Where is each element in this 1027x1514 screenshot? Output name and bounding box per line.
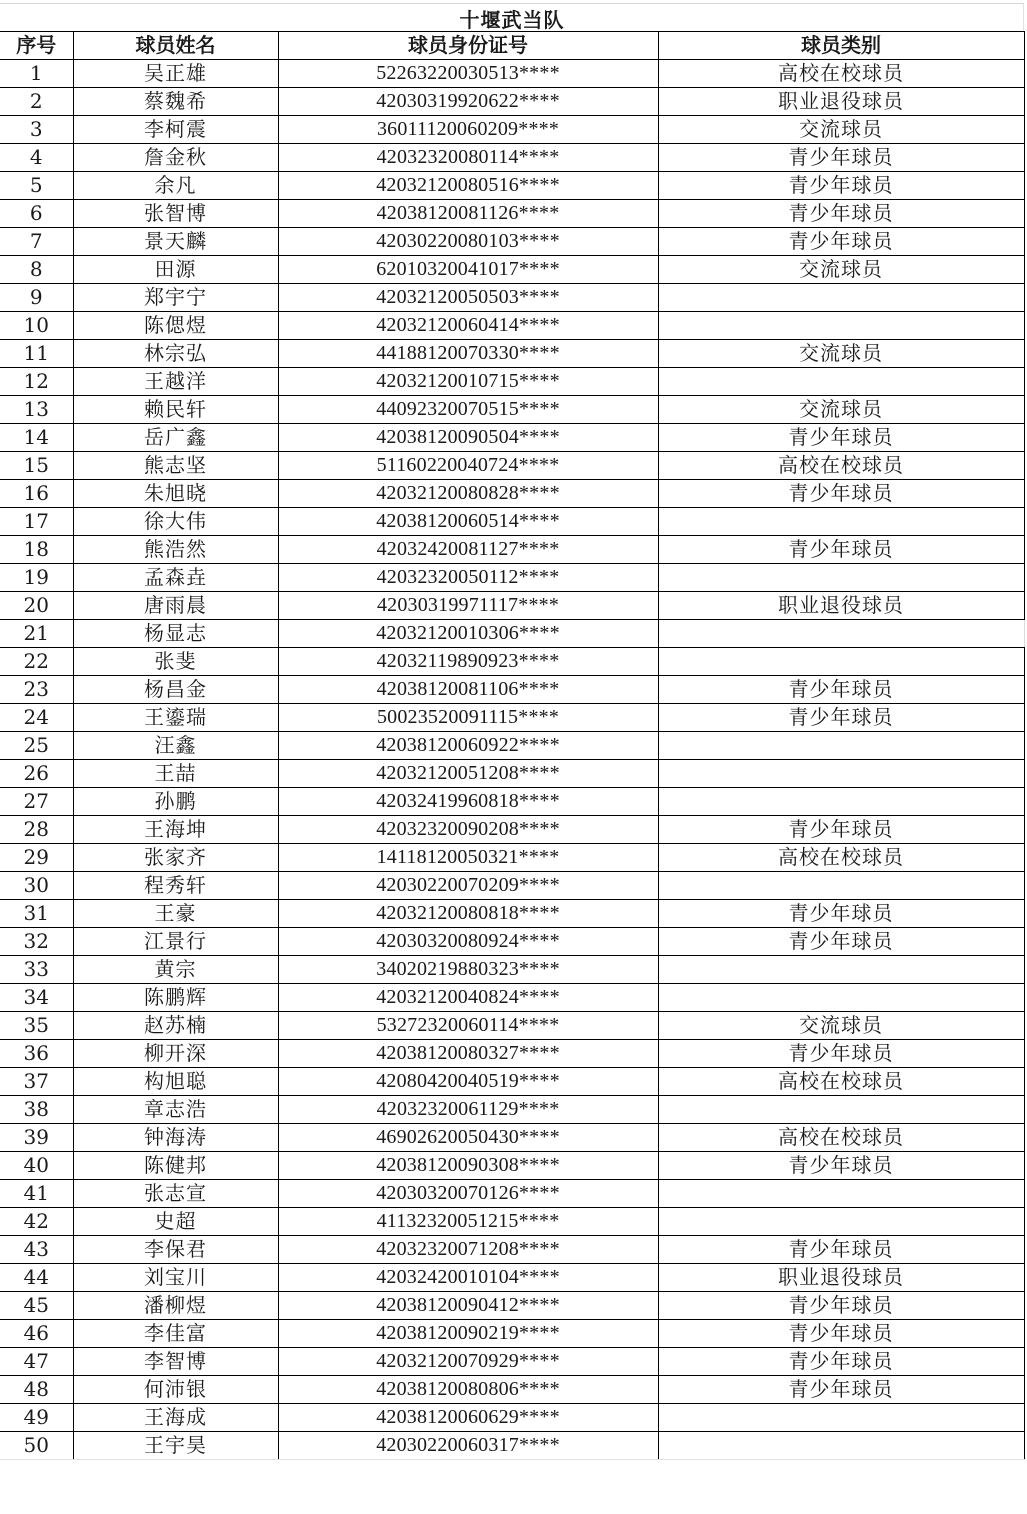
cell-category: 交流球员	[658, 396, 1024, 424]
cell-name: 赖民轩	[73, 396, 278, 424]
table-row	[0, 704, 1024, 732]
cell-name: 林宗弘	[73, 340, 278, 368]
cell-category: 交流球员	[658, 116, 1024, 144]
cell-name: 江景行	[73, 928, 278, 956]
table-row	[0, 228, 1024, 256]
cell-id-number: 42032120050503****	[278, 284, 658, 312]
cell-name: 章志浩	[73, 1096, 278, 1124]
cell-index: 1	[0, 60, 73, 88]
cell-name: 李智博	[73, 1348, 278, 1376]
table-row	[0, 872, 1024, 900]
cell-index: 48	[0, 1376, 73, 1404]
cell-id-number: 42038120060629****	[278, 1404, 658, 1432]
table-row	[0, 396, 1024, 424]
gridline	[1023, 4, 1024, 32]
cell-category	[658, 1208, 1024, 1236]
cell-id-number: 42032320050112****	[278, 564, 658, 592]
cell-index: 21	[0, 620, 73, 648]
cell-index: 8	[0, 256, 73, 284]
cell-category	[658, 732, 1024, 760]
cell-name: 构旭聪	[73, 1068, 278, 1096]
cell-name: 潘柳煜	[73, 1292, 278, 1320]
table-row	[0, 900, 1024, 928]
table-row	[0, 1432, 1024, 1460]
table-row	[0, 956, 1024, 984]
cell-id-number: 42032320071208****	[278, 1236, 658, 1264]
cell-category: 青少年球员	[658, 1376, 1024, 1404]
cell-id-number: 53272320060114****	[278, 1012, 658, 1040]
cell-name: 王鎏瑞	[73, 704, 278, 732]
cell-index: 6	[0, 200, 73, 228]
cell-name: 李保君	[73, 1236, 278, 1264]
cell-index: 15	[0, 452, 73, 480]
cell-index: 29	[0, 844, 73, 872]
cell-name: 陈健邦	[73, 1152, 278, 1180]
header-row	[0, 32, 1024, 60]
table-row	[0, 1068, 1024, 1096]
cell-id-number: 42032320090208****	[278, 816, 658, 844]
table-row	[0, 816, 1024, 844]
cell-id-number: 42032120080818****	[278, 900, 658, 928]
player-roster-table	[0, 31, 1025, 1460]
cell-id-number: 44092320070515****	[278, 396, 658, 424]
cell-index: 38	[0, 1096, 73, 1124]
cell-category: 高校在校球员	[658, 1068, 1024, 1096]
cell-category: 青少年球员	[658, 1236, 1024, 1264]
table-row	[0, 480, 1024, 508]
table-row	[0, 508, 1024, 536]
cell-index: 44	[0, 1264, 73, 1292]
cell-category: 青少年球员	[658, 928, 1024, 956]
header-index: 序号	[0, 32, 73, 60]
cell-name: 蔡魏希	[73, 88, 278, 116]
table-row	[0, 1096, 1024, 1124]
cell-name: 李佳富	[73, 1320, 278, 1348]
cell-name: 景天麟	[73, 228, 278, 256]
table-row	[0, 1124, 1024, 1152]
cell-name: 程秀轩	[73, 872, 278, 900]
cell-index: 32	[0, 928, 73, 956]
table-row	[0, 116, 1024, 144]
table-row	[0, 788, 1024, 816]
cell-id-number: 50023520091115****	[278, 704, 658, 732]
table-row	[0, 144, 1024, 172]
cell-index: 28	[0, 816, 73, 844]
cell-category: 高校在校球员	[658, 844, 1024, 872]
cell-id-number: 42032120080828****	[278, 480, 658, 508]
cell-category	[658, 1096, 1024, 1124]
table-row	[0, 1208, 1024, 1236]
cell-index: 17	[0, 508, 73, 536]
cell-id-number: 42038120090219****	[278, 1320, 658, 1348]
cell-index: 30	[0, 872, 73, 900]
cell-id-number: 44188120070330****	[278, 340, 658, 368]
table-row	[0, 1320, 1024, 1348]
cell-id-number: 42080420040519****	[278, 1068, 658, 1096]
cell-name: 王海坤	[73, 816, 278, 844]
cell-id-number: 46902620050430****	[278, 1124, 658, 1152]
cell-name: 詹金秋	[73, 144, 278, 172]
table-row	[0, 256, 1024, 284]
cell-category	[658, 1432, 1024, 1460]
cell-id-number: 41132320051215****	[278, 1208, 658, 1236]
cell-index: 24	[0, 704, 73, 732]
cell-category: 青少年球员	[658, 816, 1024, 844]
cell-id-number: 51160220040724****	[278, 452, 658, 480]
cell-index: 50	[0, 1432, 73, 1460]
cell-category: 青少年球员	[658, 200, 1024, 228]
table-row	[0, 620, 1024, 648]
cell-index: 34	[0, 984, 73, 1012]
cell-category	[658, 284, 1024, 312]
cell-index: 2	[0, 88, 73, 116]
cell-index: 19	[0, 564, 73, 592]
cell-category: 青少年球员	[658, 704, 1024, 732]
cell-name: 张志宣	[73, 1180, 278, 1208]
cell-name: 唐雨晨	[73, 592, 278, 620]
cell-category: 职业退役球员	[658, 88, 1024, 116]
cell-name: 杨昌金	[73, 676, 278, 704]
cell-category: 高校在校球员	[658, 1124, 1024, 1152]
cell-index: 43	[0, 1236, 73, 1264]
cell-id-number: 42032120010306****	[278, 620, 658, 648]
table-row	[0, 88, 1024, 116]
cell-id-number: 14118120050321****	[278, 844, 658, 872]
cell-id-number: 42032420010104****	[278, 1264, 658, 1292]
table-row	[0, 1180, 1024, 1208]
sheet-title-text: 十堰武当队	[459, 7, 565, 32]
table-row	[0, 60, 1024, 88]
cell-category: 青少年球员	[658, 1040, 1024, 1068]
cell-index: 40	[0, 1152, 73, 1180]
table-row	[0, 1236, 1024, 1264]
cell-name: 王喆	[73, 760, 278, 788]
cell-name: 朱旭晓	[73, 480, 278, 508]
cell-name: 王宇昊	[73, 1432, 278, 1460]
cell-category: 青少年球员	[658, 228, 1024, 256]
table-row	[0, 312, 1024, 340]
table-row	[0, 452, 1024, 480]
cell-id-number: 42038120090412****	[278, 1292, 658, 1320]
cell-id-number: 42032320080114****	[278, 144, 658, 172]
cell-name: 吴正雄	[73, 60, 278, 88]
cell-id-number: 42038120080327****	[278, 1040, 658, 1068]
cell-category: 青少年球员	[658, 676, 1024, 704]
table-row	[0, 1152, 1024, 1180]
cell-category	[658, 1404, 1024, 1432]
table-row	[0, 1264, 1024, 1292]
table-row	[0, 648, 1024, 676]
cell-index: 3	[0, 116, 73, 144]
cell-name: 钟海涛	[73, 1124, 278, 1152]
cell-name: 王海成	[73, 1404, 278, 1432]
cell-index: 33	[0, 956, 73, 984]
cell-index: 46	[0, 1320, 73, 1348]
cell-index: 5	[0, 172, 73, 200]
cell-name: 王豪	[73, 900, 278, 928]
cell-name: 张智博	[73, 200, 278, 228]
header-category: 球员类别	[658, 32, 1024, 60]
cell-category	[658, 368, 1024, 396]
cell-index: 47	[0, 1348, 73, 1376]
table-row	[0, 1348, 1024, 1376]
cell-id-number: 42038120090504****	[278, 424, 658, 452]
cell-category: 青少年球员	[658, 1348, 1024, 1376]
cell-index: 27	[0, 788, 73, 816]
table-row	[0, 676, 1024, 704]
cell-id-number: 42030320080924****	[278, 928, 658, 956]
table-row	[0, 928, 1024, 956]
cell-id-number: 52263220030513****	[278, 60, 658, 88]
cell-index: 13	[0, 396, 73, 424]
cell-id-number: 42032120051208****	[278, 760, 658, 788]
cell-id-number: 42038120080806****	[278, 1376, 658, 1404]
table-row	[0, 1040, 1024, 1068]
table-row	[0, 1012, 1024, 1040]
cell-name: 黄宗	[73, 956, 278, 984]
table-row	[0, 760, 1024, 788]
cell-name: 熊志坚	[73, 452, 278, 480]
cell-category	[658, 760, 1024, 788]
table-row	[0, 1404, 1024, 1432]
cell-name: 汪鑫	[73, 732, 278, 760]
cell-category: 青少年球员	[658, 144, 1024, 172]
cell-index: 26	[0, 760, 73, 788]
cell-category: 青少年球员	[658, 424, 1024, 452]
table-row	[0, 172, 1024, 200]
cell-index: 35	[0, 1012, 73, 1040]
cell-category: 高校在校球员	[658, 452, 1024, 480]
cell-name: 孟森垚	[73, 564, 278, 592]
cell-index: 49	[0, 1404, 73, 1432]
cell-name: 余凡	[73, 172, 278, 200]
cell-index: 25	[0, 732, 73, 760]
cell-category: 职业退役球员	[658, 1264, 1024, 1292]
cell-name: 徐大伟	[73, 508, 278, 536]
table-row	[0, 592, 1024, 620]
table-row	[0, 200, 1024, 228]
cell-name: 李柯震	[73, 116, 278, 144]
cell-name: 史超	[73, 1208, 278, 1236]
cell-category: 青少年球员	[658, 900, 1024, 928]
cell-id-number: 42032419960818****	[278, 788, 658, 816]
cell-id-number: 62010320041017****	[278, 256, 658, 284]
cell-index: 37	[0, 1068, 73, 1096]
cell-index: 23	[0, 676, 73, 704]
table-row	[0, 984, 1024, 1012]
cell-name: 刘宝川	[73, 1264, 278, 1292]
table-row	[0, 284, 1024, 312]
cell-id-number: 42030220060317****	[278, 1432, 658, 1460]
cell-category: 交流球员	[658, 256, 1024, 284]
cell-id-number: 34020219880323****	[278, 956, 658, 984]
cell-id-number: 42032120060414****	[278, 312, 658, 340]
cell-id-number: 42032120070929****	[278, 1348, 658, 1376]
cell-name: 王越洋	[73, 368, 278, 396]
cell-id-number: 42030220080103****	[278, 228, 658, 256]
cell-category: 交流球员	[658, 1012, 1024, 1040]
cell-index: 36	[0, 1040, 73, 1068]
cell-category: 青少年球员	[658, 480, 1024, 508]
cell-category	[658, 872, 1024, 900]
cell-index: 31	[0, 900, 73, 928]
cell-id-number: 42032120010715****	[278, 368, 658, 396]
cell-id-number: 42038120090308****	[278, 1152, 658, 1180]
cell-index: 7	[0, 228, 73, 256]
cell-category: 青少年球员	[658, 172, 1024, 200]
cell-id-number: 42032119890923****	[278, 648, 658, 676]
cell-id-number: 42030319971117****	[278, 592, 658, 620]
cell-index: 10	[0, 312, 73, 340]
cell-index: 18	[0, 536, 73, 564]
cell-category	[658, 508, 1024, 536]
cell-category: 青少年球员	[658, 1292, 1024, 1320]
table-row	[0, 368, 1024, 396]
cell-name: 张家齐	[73, 844, 278, 872]
cell-index: 39	[0, 1124, 73, 1152]
cell-name: 赵苏楠	[73, 1012, 278, 1040]
cell-name: 孙鹏	[73, 788, 278, 816]
cell-name: 柳开深	[73, 1040, 278, 1068]
roster-body	[0, 60, 1024, 1460]
cell-index: 42	[0, 1208, 73, 1236]
header-name: 球员姓名	[73, 32, 278, 60]
cell-category	[658, 620, 1024, 648]
cell-id-number: 42038120060922****	[278, 732, 658, 760]
table-row	[0, 844, 1024, 872]
cell-index: 20	[0, 592, 73, 620]
cell-category	[658, 648, 1024, 676]
cell-id-number: 42032420081127****	[278, 536, 658, 564]
cell-id-number: 42030319920622****	[278, 88, 658, 116]
cell-id-number: 42038120060514****	[278, 508, 658, 536]
cell-category	[658, 312, 1024, 340]
table-row	[0, 1376, 1024, 1404]
table-row	[0, 564, 1024, 592]
cell-category	[658, 984, 1024, 1012]
cell-category	[658, 788, 1024, 816]
header-id-number: 球员身份证号	[278, 32, 658, 60]
cell-id-number: 42032320061129****	[278, 1096, 658, 1124]
cell-name: 熊浩然	[73, 536, 278, 564]
cell-category: 青少年球员	[658, 1320, 1024, 1348]
table-row	[0, 340, 1024, 368]
cell-category: 交流球员	[658, 340, 1024, 368]
cell-index: 9	[0, 284, 73, 312]
cell-category: 职业退役球员	[658, 592, 1024, 620]
table-row	[0, 1292, 1024, 1320]
cell-category	[658, 956, 1024, 984]
cell-id-number: 42038120081106****	[278, 676, 658, 704]
cell-index: 4	[0, 144, 73, 172]
sheet-title	[0, 3, 1024, 32]
cell-index: 16	[0, 480, 73, 508]
table-row	[0, 536, 1024, 564]
cell-id-number: 42032120040824****	[278, 984, 658, 1012]
table-row	[0, 424, 1024, 452]
cell-name: 何沛银	[73, 1376, 278, 1404]
cell-name: 郑宇宁	[73, 284, 278, 312]
cell-index: 45	[0, 1292, 73, 1320]
cell-category: 青少年球员	[658, 536, 1024, 564]
cell-category: 青少年球员	[658, 1152, 1024, 1180]
cell-name: 岳广鑫	[73, 424, 278, 452]
cell-name: 杨显志	[73, 620, 278, 648]
cell-name: 陈鹏辉	[73, 984, 278, 1012]
cell-id-number: 42030320070126****	[278, 1180, 658, 1208]
cell-id-number: 42038120081126****	[278, 200, 658, 228]
cell-id-number: 42030220070209****	[278, 872, 658, 900]
cell-category	[658, 564, 1024, 592]
cell-index: 22	[0, 648, 73, 676]
cell-name: 陈偲煜	[73, 312, 278, 340]
cell-id-number: 42032120080516****	[278, 172, 658, 200]
table-row	[0, 732, 1024, 760]
cell-category	[658, 1180, 1024, 1208]
cell-name: 田源	[73, 256, 278, 284]
cell-index: 14	[0, 424, 73, 452]
cell-index: 11	[0, 340, 73, 368]
cell-name: 张斐	[73, 648, 278, 676]
cell-index: 41	[0, 1180, 73, 1208]
cell-id-number: 36011120060209****	[278, 116, 658, 144]
cell-category: 高校在校球员	[658, 60, 1024, 88]
cell-index: 12	[0, 368, 73, 396]
